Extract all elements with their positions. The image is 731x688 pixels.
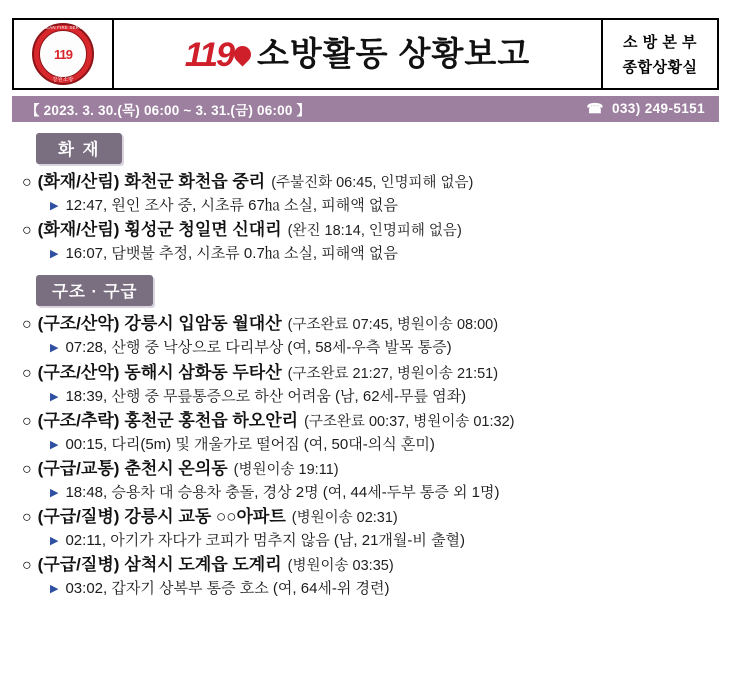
incident-note: (구조완료 21:27, 병원이송 21:51) xyxy=(287,365,499,382)
incident-detail xyxy=(50,387,719,407)
incident-entry xyxy=(22,219,719,242)
incident-place: 화천군 화천읍 중리 xyxy=(124,172,266,191)
page-title: 소방활동 상황보고 xyxy=(257,34,531,72)
incident-place: 동해시 삼화동 두타산 xyxy=(124,362,282,382)
circle-bullet-icon: ○ xyxy=(22,222,32,240)
incident-detail xyxy=(50,196,719,216)
incident-detail-text: 02:11, 아기가 자다가 코피가 멈추지 않음 (남, 21개월-비 출혈) xyxy=(65,532,466,550)
triangle-bullet-icon: ▶ xyxy=(50,583,59,596)
incident-place: 홍천군 홍천읍 하오안리 xyxy=(124,410,299,430)
incident-detail xyxy=(50,244,719,264)
incident-entry xyxy=(22,313,719,336)
incident-detail-text: 16:07, 담뱃불 추정, 시초류 0.7㏊ 소실, 피해액 없음 xyxy=(65,245,398,263)
circle-bullet-icon: ○ xyxy=(22,460,32,478)
header-title-cell xyxy=(114,20,601,88)
contact-phone-number: 033) 249-5151 xyxy=(611,101,705,116)
circle-bullet-icon: ○ xyxy=(22,557,32,575)
emblem-top-text: KOREAN FIRE SERVICE xyxy=(36,25,90,30)
incident-note: (병원이송 19:11) xyxy=(233,461,339,478)
incident-entry xyxy=(22,362,719,385)
incident-entry xyxy=(22,171,719,194)
incident-category: (화재/산림) xyxy=(37,220,120,240)
contact-phone: ☎ 033) 249-5151 xyxy=(586,101,705,116)
incident-note: (구조완료 00:37, 병원이송 01:32) xyxy=(304,413,515,430)
incident-detail-text: 12:47, 원인 조사 중, 시초류 67㏊ 소실, 피해액 없음 xyxy=(65,196,398,214)
fire-service-emblem-icon xyxy=(32,23,94,85)
incident-place: 횡성군 청일면 신대리 xyxy=(124,220,282,240)
emblem-cell xyxy=(14,20,114,88)
triangle-bullet-icon: ▶ xyxy=(50,486,59,499)
incident-category: (화재/산림) xyxy=(37,172,120,191)
incident-category: (구조/산악) xyxy=(37,362,120,382)
triangle-bullet-icon: ▶ xyxy=(50,535,59,548)
incident-detail xyxy=(50,483,719,503)
section-heading-fire: 화 재 xyxy=(36,133,122,164)
incident-detail xyxy=(50,435,719,455)
circle-bullet-icon: ○ xyxy=(22,316,32,334)
incident-place: 춘천시 온의동 xyxy=(124,458,228,478)
incident-entry xyxy=(22,506,719,529)
incident-category: (구조/추락) xyxy=(37,410,120,430)
incident-detail-text: 00:15, 다리(5m) 및 개울가로 떨어짐 (여, 50대-의식 혼미) xyxy=(65,435,435,453)
incident-category: (구급/질병) xyxy=(37,507,120,527)
incident-detail-text: 07:28, 산행 중 낙상으로 다리부상 (여, 58세-우측 발목 통증) xyxy=(65,339,452,357)
triangle-bullet-icon: ▶ xyxy=(50,199,59,212)
emblem-bottom-text: 강원소방 xyxy=(52,77,74,83)
triangle-bullet-icon: ▶ xyxy=(50,438,59,451)
triangle-bullet-icon: ▶ xyxy=(50,390,59,403)
circle-bullet-icon: ○ xyxy=(22,412,32,430)
section-heading-rescue: 구조 · 구급 xyxy=(36,275,153,306)
incident-note: (주불진화 06:45, 인명피해 없음) xyxy=(271,175,474,191)
incident-detail-text: 18:39, 산행 중 무릎통증으로 하산 어려움 (남, 62세-무릎 염좌) xyxy=(65,387,467,405)
issuing-unit xyxy=(601,20,717,88)
triangle-bullet-icon: ▶ xyxy=(50,342,59,355)
incident-note: (병원이송 03:35) xyxy=(287,558,394,575)
logo-119-text: 119 xyxy=(184,36,233,74)
incident-detail xyxy=(50,531,719,551)
incident-detail xyxy=(50,579,719,599)
incident-category: (구조/산악) xyxy=(37,314,120,334)
bottom-spacer xyxy=(12,600,719,608)
emblem-inner xyxy=(39,30,87,78)
incident-place: 삼척시 도계읍 도계리 xyxy=(124,555,282,575)
incident-entry xyxy=(22,458,719,481)
incident-detail-text: 03:02, 갑자기 상복부 통증 호소 (여, 64세-위 경련) xyxy=(65,580,390,598)
period-bar xyxy=(12,96,719,122)
circle-bullet-icon: ○ xyxy=(22,509,32,527)
issuing-unit-line1: 소 방 본 부 xyxy=(623,34,697,51)
incident-category: (구급/질병) xyxy=(37,555,120,575)
issuing-unit-line2: 종합상황실 xyxy=(622,59,698,76)
triangle-bullet-icon: ▶ xyxy=(50,248,59,261)
circle-bullet-icon: ○ xyxy=(22,174,32,191)
incident-entry xyxy=(22,554,719,577)
emblem-center-text: 119 xyxy=(54,46,72,62)
incident-detail-text: 18:48, 승용차 대 승용차 충돌, 경상 2명 (여, 44세-두부 통증 외 1명) xyxy=(65,483,500,501)
incident-place: 강릉시 입암동 월대산 xyxy=(124,314,282,334)
flame-dot-icon xyxy=(230,42,254,66)
incident-entry xyxy=(22,410,719,433)
report-header xyxy=(12,18,719,90)
incident-place: 강릉시 교동 ○○아파트 xyxy=(124,507,286,527)
incident-category: (구급/교통) xyxy=(37,458,120,478)
report-period: 【 2023. 3. 30.(목) 06:00 ~ 3. 31.(금) 06:00 】 xyxy=(26,103,311,118)
incident-note: (구조완료 07:45, 병원이송 08:00) xyxy=(287,317,499,334)
circle-bullet-icon: ○ xyxy=(22,364,32,382)
incident-note: (병원이송 02:31) xyxy=(291,510,398,527)
incident-note: (완진 18:14, 인명피해 없음) xyxy=(287,223,462,240)
report-body xyxy=(0,122,731,608)
logo-119 xyxy=(185,38,251,72)
incident-detail xyxy=(50,338,719,358)
